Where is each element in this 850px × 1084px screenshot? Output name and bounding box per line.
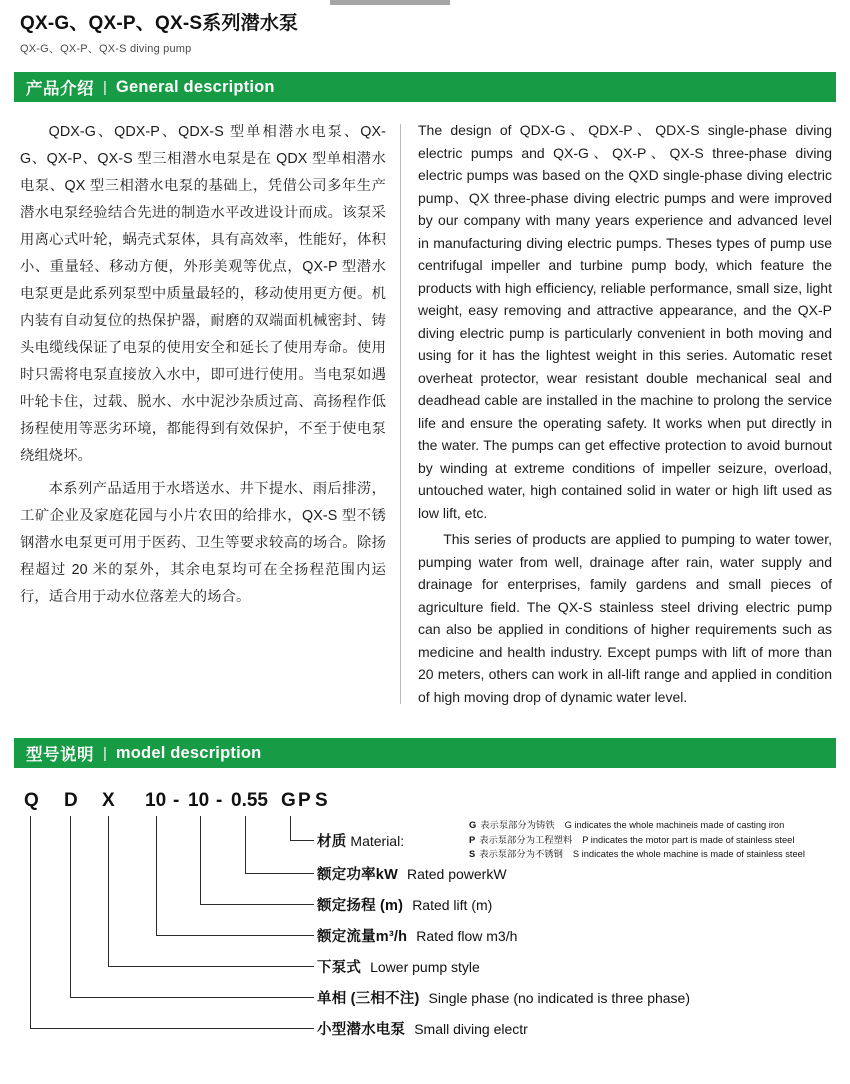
material-key-g: G bbox=[469, 820, 477, 830]
label-material-en: Material: bbox=[350, 833, 405, 849]
general-description-columns bbox=[14, 119, 836, 712]
label-pump-style-en: Lower pump style bbox=[370, 959, 480, 975]
cn-paragraph-1: QDX-G、QDX-P、QDX-S 型单相潜水电泵、QX-G、QX-P、QX-S 型三相潜水电泵是在 QDX 型单相潜水电泵、QX 型三相潜水电泵的基础上，凭借公司多年生产潜水电泵经验结合先进的制造水平改进设计而成。该泵采用离心式叶轮，蜗壳式泵体，具有高效率，性能好，体积小、重量轻、移动方便，外形美观等优点，QX-P 型潜水电泵更是此系列泵型中质量最轻的，移动使用更方便。机内装有自动复位的热保护器，耐磨的双端面机械密封、铸头电缆线保证了电泵的使用安全和延长了使用寿命。使用时只需将电泵直接放入水中，即可进行使用。当电泵如遇叶轮卡住，过载、脱水、水中泥沙杂质过高、高扬程作低扬程使用等恶劣环境，都能得到有效保护，不至于使电泵绕组烧坏。 bbox=[20, 124, 386, 464]
material-cn-s: 表示泵部分为不锈钢 bbox=[479, 849, 563, 859]
code-char-x: X bbox=[102, 790, 115, 811]
model-code-diagram bbox=[14, 790, 836, 1050]
leader-line-phase-v bbox=[70, 816, 71, 997]
en-paragraph-2: This series of products are applied to pumping to water tower, pumping water from well, drainage after rain, water supply and drainage for enterprises, family gardens and small pieces of agriculture field. The QX-S stainless steel driving electric pump can also be applied in conditions of higher requirements such as medicine and health industry. Except pumps with lift of more than 20 meters, others can work in all-lift range and applied in condition of high moving drop of dynamic water level. bbox=[418, 531, 832, 705]
leader-line-power-v bbox=[245, 816, 246, 873]
code-char-flow: 10 bbox=[145, 790, 167, 811]
leader-line-pumpstyle-v bbox=[108, 816, 109, 966]
material-key-s: S bbox=[469, 849, 476, 859]
material-en-g: G indicates the whole machineis made of casting iron bbox=[564, 820, 785, 830]
cn-paragraph-2: 本系列产品适用于水塔送水、井下提水、雨后排涝，工矿企业及家庭花园与小片农田的给排水，QX-S 型不锈钢潜水电泵更可用于医药、卫生等要求较高的场合。除扬程超过 20 米的泵外，其余电泵均可在全扬程范围内运行，适合用于动水位落差大的场合。 bbox=[20, 481, 386, 605]
section-title-divider: | bbox=[103, 78, 107, 96]
leader-line-smallpump-v bbox=[30, 816, 31, 1028]
material-legend-row bbox=[469, 818, 805, 833]
leader-line-material-h bbox=[290, 840, 314, 841]
label-rated-lift-cn: 额定扬程 (m) bbox=[317, 898, 404, 914]
code-char-power: 0.55 bbox=[231, 790, 268, 811]
model-title-en: model description bbox=[115, 743, 262, 762]
leader-line-flow-v bbox=[156, 816, 157, 935]
label-pump-style bbox=[317, 956, 480, 977]
label-single-phase-cn: 单相 (三相不注) bbox=[317, 991, 420, 1007]
leader-line-pumpstyle-h bbox=[108, 966, 314, 967]
label-rated-lift bbox=[317, 894, 492, 915]
label-rated-flow-en: Rated flow m3/h bbox=[416, 928, 518, 944]
label-rated-flow bbox=[317, 925, 517, 946]
label-single-phase-en: Single phase (no indicated is three phase) bbox=[428, 990, 691, 1006]
label-pump-style-cn: 下泵式 bbox=[317, 960, 362, 976]
label-small-pump-cn: 小型潜水电泵 bbox=[317, 1022, 406, 1038]
label-single-phase bbox=[317, 987, 690, 1008]
label-rated-power-en: Rated powerkW bbox=[406, 866, 507, 882]
model-title-divider: | bbox=[103, 744, 107, 762]
label-rated-lift-en: Rated lift (m) bbox=[412, 897, 493, 913]
material-cn-p: 表示泵部分为工程塑料 bbox=[479, 834, 573, 845]
section-banner-general bbox=[14, 72, 836, 102]
leader-line-smallpump-h bbox=[30, 1028, 314, 1029]
material-en-p: P indicates the motor part is made of stainless steel bbox=[582, 834, 795, 845]
model-code-row bbox=[14, 790, 836, 820]
label-rated-flow-cn: 额定流量m³/h bbox=[317, 929, 408, 945]
model-title-cn: 型号说明 bbox=[26, 746, 94, 764]
page-subtitle: QX-G、QX-P、QX-S diving pump bbox=[20, 43, 192, 55]
leader-line-power-h bbox=[245, 873, 314, 874]
label-rated-power bbox=[317, 863, 507, 884]
label-small-pump bbox=[317, 1018, 528, 1039]
code-char-s: S bbox=[315, 790, 328, 811]
code-char-p: P bbox=[298, 790, 311, 811]
leader-line-lift-h bbox=[200, 904, 314, 905]
top-tab-marker bbox=[330, 0, 450, 5]
english-text-column bbox=[401, 119, 836, 712]
code-char-dash1: - bbox=[173, 790, 180, 811]
code-char-q: Q bbox=[24, 790, 39, 811]
leader-line-lift-v bbox=[200, 816, 201, 904]
label-small-pump-en: Small diving electr bbox=[414, 1021, 528, 1037]
leader-line-flow-h bbox=[156, 935, 314, 936]
label-material bbox=[317, 830, 404, 851]
code-char-g: G bbox=[281, 790, 296, 811]
material-legend-row bbox=[469, 833, 805, 848]
page-title: QX-G、QX-P、QX-S系列潜水泵 bbox=[20, 13, 299, 34]
code-char-dash2: - bbox=[216, 790, 223, 811]
section-title-cn: 产品介绍 bbox=[26, 80, 94, 98]
section-title-en: General description bbox=[115, 77, 275, 96]
code-char-lift: 10 bbox=[188, 790, 210, 811]
label-material-cn: 材质 bbox=[317, 834, 347, 850]
material-legend-row bbox=[469, 847, 805, 862]
material-key-p: P bbox=[469, 834, 476, 845]
material-cn-g: 表示泵部分为铸铁 bbox=[480, 820, 555, 830]
chinese-text-column bbox=[14, 119, 400, 712]
leader-line-phase-h bbox=[70, 997, 314, 998]
material-legend bbox=[469, 818, 805, 862]
label-rated-power-cn: 额定功率kW bbox=[317, 867, 398, 883]
material-en-s: S indicates the whole machine is made of stainless steel bbox=[572, 849, 805, 859]
en-paragraph-1: The design of QDX-G、QDX-P、QDX-S single-phase diving electric pumps and QX-G、QX-P、QX-S three-phase diving electric pumps was based on the QXD single-phase diving electric pump、QX three-phase diving electric pumps and were improved by our company with many years experience and advanced level in manufacturing diving electric pumps. Theses types of pump use centrifugal impeller and turbine pump body, which feature the products with high efficiency, reliable performance, small size, light weight, easy removing and attractive appearance, and the QX-P diving electric pump is particularly convenient in both moving and using for it has the lightest weight in this series. Automatic reset overheat protector, wear resistant double mechanical seal and deadhead cable are installed in the machine to prolong the service life and ensure the operating safety. It works when put directly in the water. The pumps can get effective protection to avoid burnout by winding at extreme conditions of impeller seizure, overload, untouched water, high contained solid in water or high lift used as low lift, etc. bbox=[418, 122, 832, 521]
section-banner-model bbox=[14, 738, 836, 768]
code-char-d: D bbox=[64, 790, 78, 811]
leader-line-material-v bbox=[290, 816, 291, 840]
